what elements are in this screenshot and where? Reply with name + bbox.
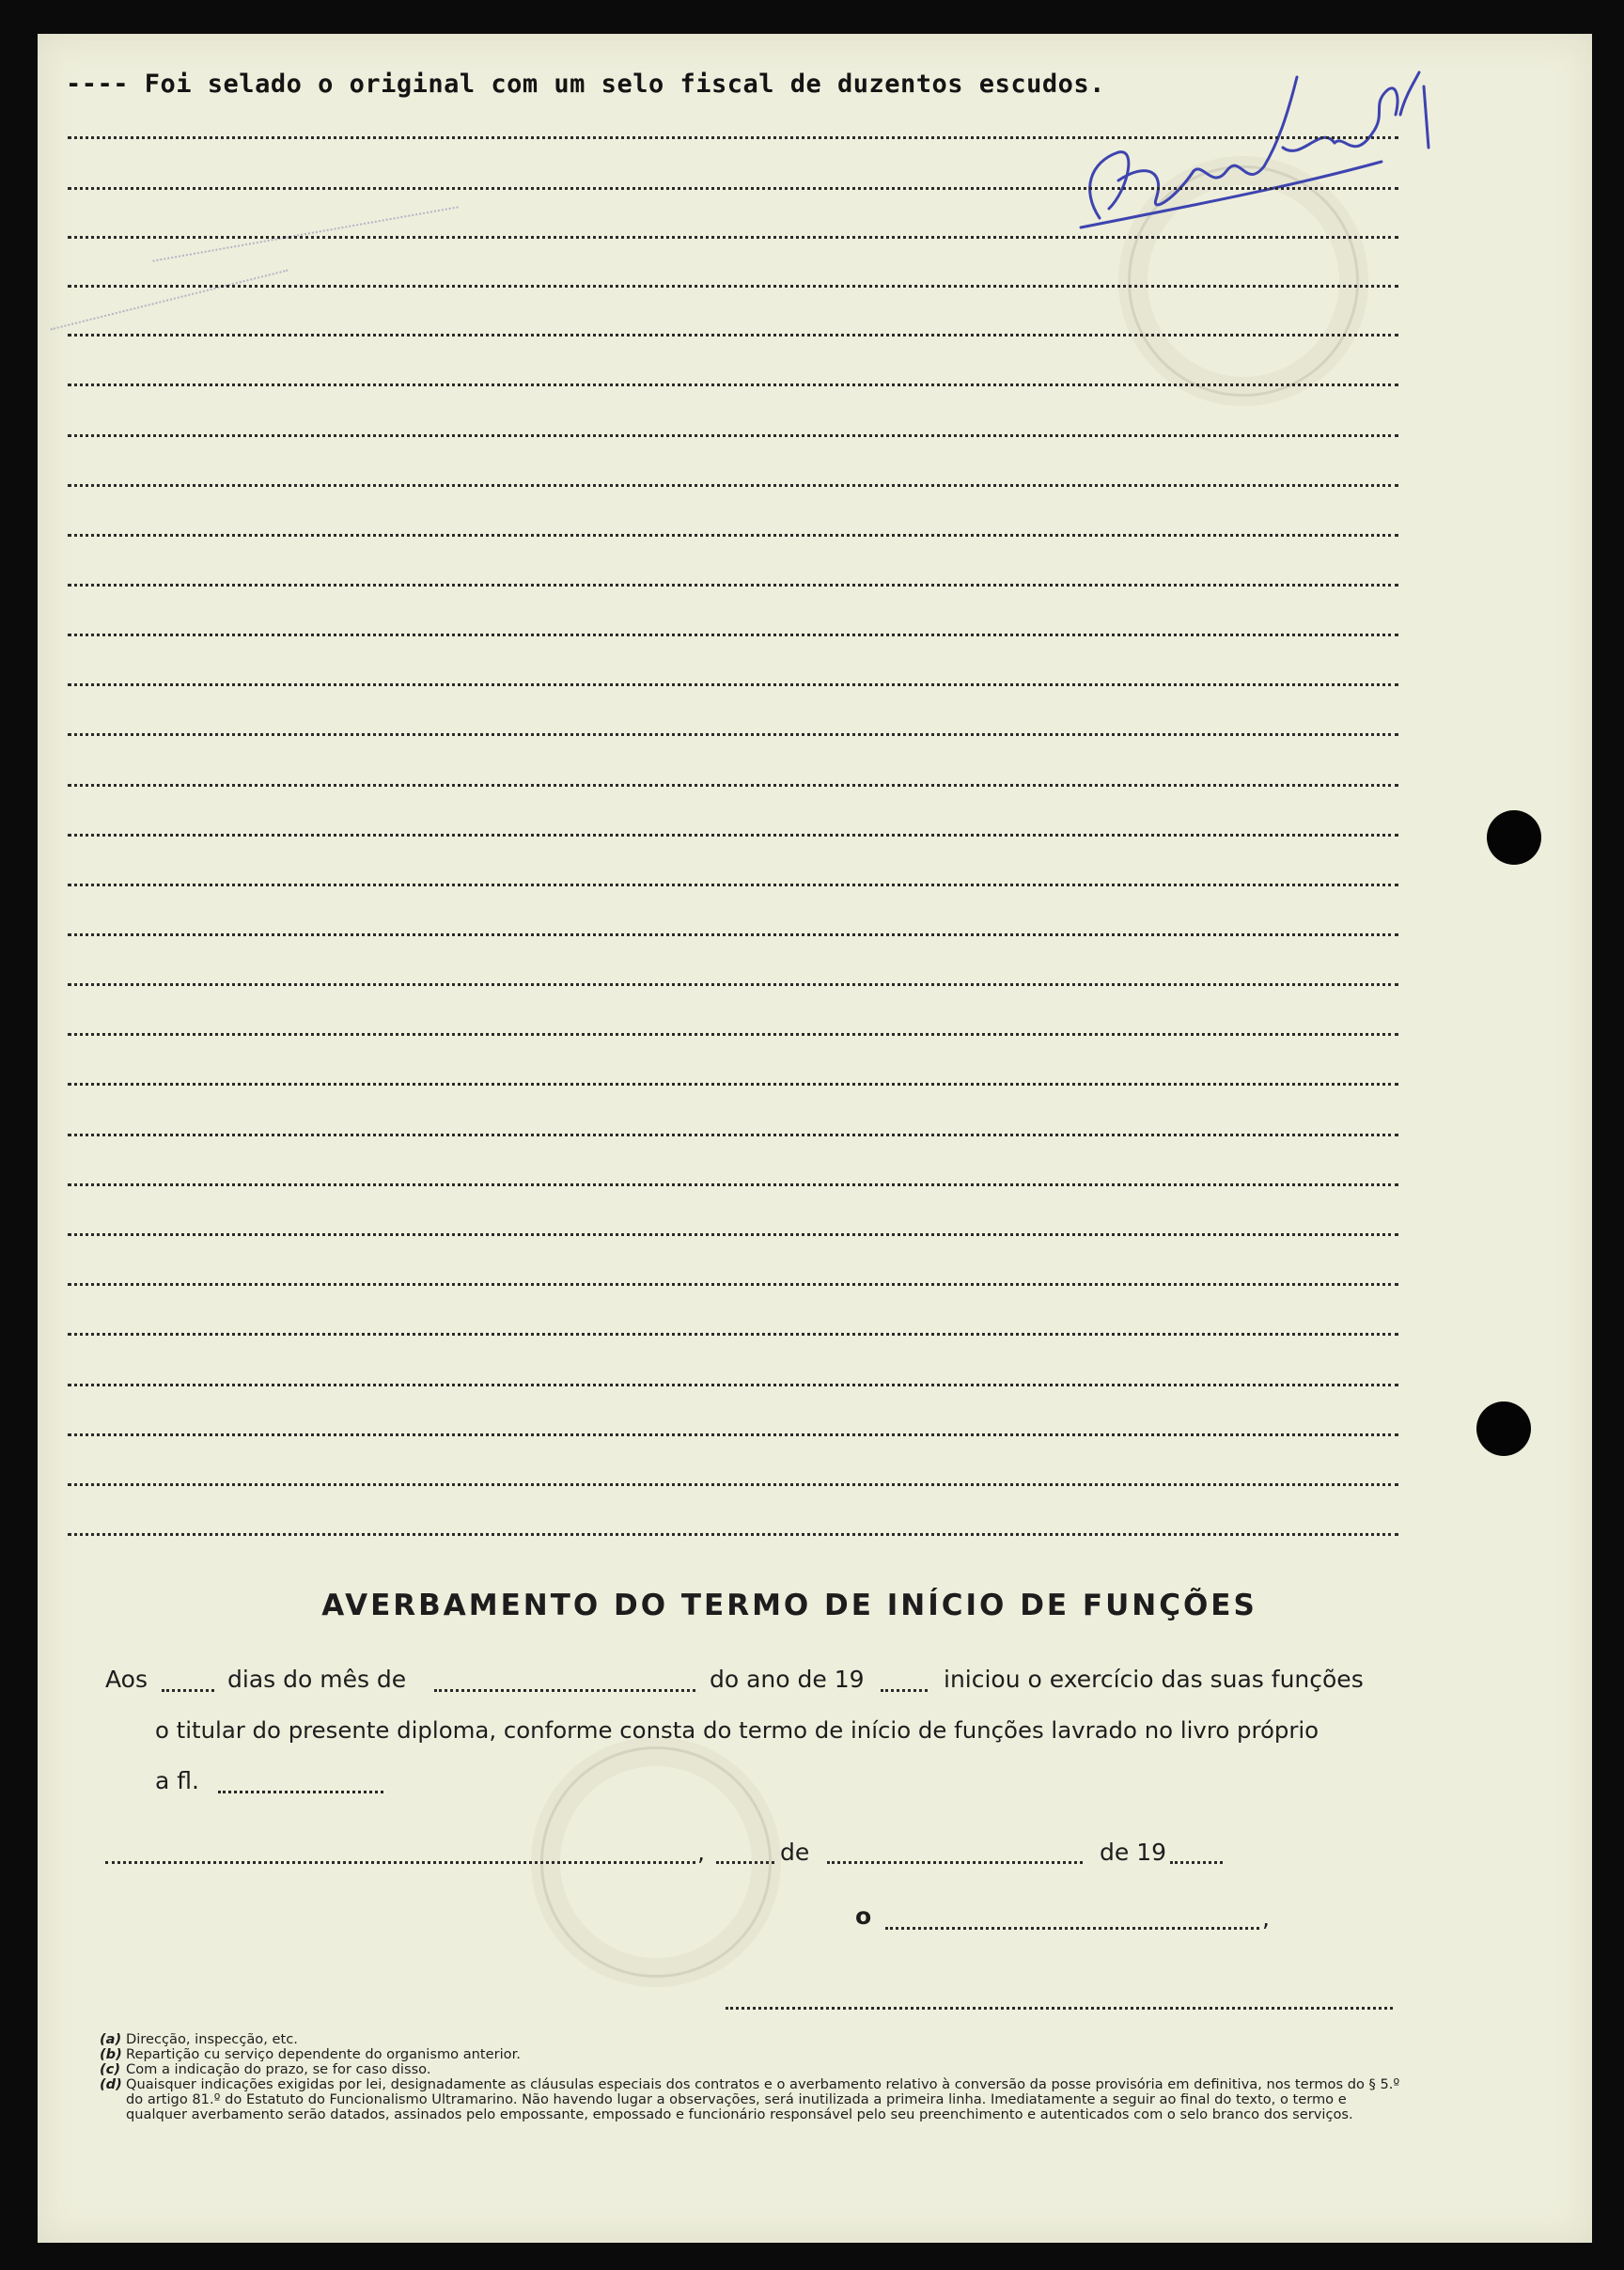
dotted-line — [68, 1333, 1398, 1336]
footnote-label: (b) — [100, 2046, 122, 2062]
footnote-label: (c) — [100, 2061, 120, 2077]
dotted-line — [68, 983, 1398, 986]
text-dias-do-mes: dias do mês de — [227, 1666, 407, 1693]
document-page — [38, 34, 1592, 2243]
footnote-text: Quaisquer indicações exigidas por lei, designadamente as cláusulas especiais dos contratos e o averbamento relativo à conversão da posse provisória em definitiva, nos termos do § 5.º do artigo 81.º do Estatuto do Funcionalismo Ultramarino. Não havendo lugar a observações, será inutilizada a primeira linha. Imediatamente a seguir ao final do texto, o termo e qualquer averbamento serão datados, assinados pelo empossante, empossado e funcionário responsável pelo seu preenchimento e autenticados com o selo branco dos serviços. — [126, 2076, 1400, 2122]
footnote-text: Direcção, inspecção, etc. — [126, 2031, 298, 2047]
dotted-line — [68, 1483, 1398, 1486]
text-de-19: de 19 — [1100, 1839, 1167, 1866]
text-iniciou: iniciou o exercício das suas funções — [944, 1666, 1364, 1693]
dotted-line — [68, 1233, 1398, 1236]
dotted-line — [68, 733, 1398, 736]
dotted-line — [68, 136, 1398, 139]
dotted-line — [68, 236, 1398, 239]
dotted-line — [68, 1134, 1398, 1136]
text-ano: do ano de 19 — [710, 1666, 865, 1693]
text-titular: o titular do presente diploma, conforme consta do termo de início de funções lavrado no livro próprio — [155, 1716, 1320, 1744]
fill-blank-signatory — [885, 1927, 1259, 1930]
dotted-line — [68, 584, 1398, 587]
text-o: o — [855, 1902, 872, 1930]
punch-hole-top — [1487, 810, 1541, 865]
fill-blank-place — [105, 1861, 695, 1864]
text-de: de — [780, 1839, 810, 1866]
footnote-text: Com a indicação do prazo, se for caso disso. — [126, 2061, 431, 2077]
footnote-a — [100, 2032, 1406, 2047]
dotted-line — [68, 1433, 1398, 1436]
dotted-line — [68, 285, 1398, 288]
dotted-line — [68, 1083, 1398, 1086]
dotted-line — [68, 834, 1398, 837]
footnote-b — [100, 2047, 1406, 2062]
text-folha: a fl. — [155, 1767, 199, 1794]
footnote-c — [100, 2062, 1406, 2077]
text-comma-2: , — [1262, 1904, 1270, 1932]
dotted-line — [68, 1283, 1398, 1286]
dotted-line — [68, 484, 1398, 487]
signature — [1062, 58, 1457, 246]
signature-line — [726, 2007, 1393, 2010]
fill-blank-month-2 — [827, 1861, 1083, 1864]
footnote-label: (a) — [100, 2031, 122, 2047]
fill-blank-year — [881, 1689, 928, 1692]
fill-blank-month — [434, 1689, 695, 1692]
section-heading: AVERBAMENTO DO TERMO DE INÍCIO DE FUNÇÕES — [321, 1589, 1257, 1622]
typed-fiscal-stamp-line: ---- Foi selado o original com um selo fiscal de duzentos escudos. — [66, 70, 1105, 99]
footnotes — [100, 2032, 1406, 2122]
dotted-line — [68, 884, 1398, 886]
dotted-line — [68, 434, 1398, 437]
text-comma: , — [697, 1839, 705, 1866]
fill-blank-folha — [218, 1791, 383, 1793]
fill-blank-year-2 — [1170, 1861, 1223, 1864]
dotted-line — [68, 384, 1398, 386]
text-aos: Aos — [105, 1666, 148, 1693]
footnote-text: Repartição cu serviço dependente do organismo anterior. — [126, 2046, 521, 2062]
dotted-line — [68, 1183, 1398, 1186]
dotted-line — [68, 784, 1398, 787]
dotted-line — [68, 1384, 1398, 1386]
dotted-line — [68, 933, 1398, 936]
punch-hole-bottom — [1476, 1401, 1531, 1456]
dotted-line — [68, 187, 1398, 190]
fill-blank-day — [716, 1861, 774, 1864]
footnote-d — [100, 2077, 1406, 2122]
dotted-line — [68, 334, 1398, 337]
dotted-line — [68, 1533, 1398, 1536]
dotted-line — [68, 683, 1398, 686]
dotted-line — [68, 634, 1398, 636]
dotted-line — [68, 1033, 1398, 1036]
footnote-label: (d) — [100, 2076, 122, 2092]
dotted-line — [68, 534, 1398, 537]
fill-blank-days — [162, 1689, 214, 1692]
